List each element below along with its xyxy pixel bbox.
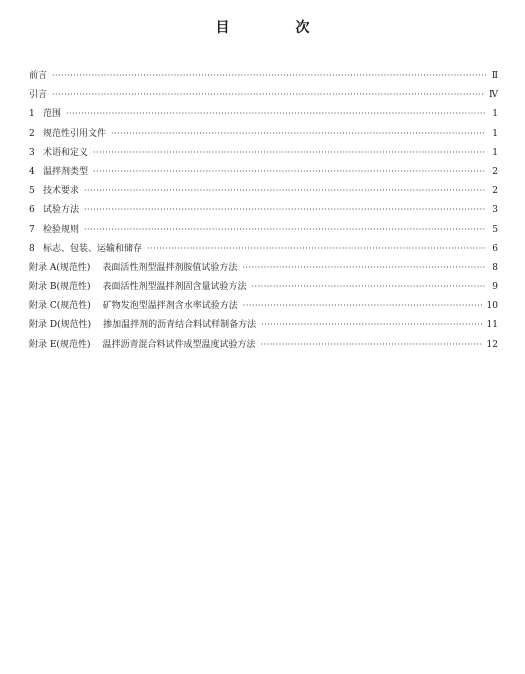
toc-entry-introduction[interactable] — [29, 85, 498, 104]
annex-label: 附录 B(规范性) — [29, 282, 91, 293]
dot-leader — [260, 335, 482, 354]
toc-entry-foreword[interactable] — [29, 66, 498, 85]
page-number: 11 — [486, 320, 498, 331]
page-number: 2 — [492, 186, 498, 197]
entry-label — [29, 316, 256, 335]
annex-label: 附录 D(规范性) — [29, 320, 92, 331]
toc-entry-section-4[interactable] — [29, 162, 498, 181]
dot-leader — [261, 315, 482, 334]
dot-leader — [147, 239, 486, 258]
toc-entry-annex-d[interactable] — [29, 315, 498, 334]
dot-leader — [111, 124, 486, 143]
dot-leader — [93, 143, 486, 162]
toc-entry-section-7[interactable] — [29, 220, 498, 239]
dot-leader — [242, 258, 486, 277]
page-number: 1 — [492, 109, 498, 120]
annex-label: 附录 C(规范性) — [29, 301, 91, 312]
entry-label — [29, 201, 79, 220]
entry-title: 标志、包装、运输和储存 — [43, 243, 143, 254]
page-number: 12 — [486, 339, 498, 350]
section-number: 8 — [29, 243, 35, 254]
entry-label — [29, 67, 47, 86]
annex-label: 附录 A(规范性) — [29, 262, 91, 273]
toc-entry-section-8[interactable] — [29, 239, 498, 258]
entry-title: 掺加温拌剂的沥青结合料试样制备方法 — [103, 320, 257, 331]
toc-entry-annex-e[interactable] — [29, 335, 498, 354]
dot-leader — [52, 66, 486, 85]
page-number: 1 — [492, 128, 498, 139]
entry-title: 术语和定义 — [43, 147, 89, 158]
section-number: 7 — [29, 224, 35, 235]
table-of-contents — [29, 66, 498, 354]
entry-label — [29, 105, 61, 124]
entry-title: 温拌沥青混合料试件成型温度试验方法 — [102, 339, 256, 350]
entry-title: 温拌剂类型 — [43, 166, 89, 177]
page-number: 3 — [492, 205, 498, 216]
section-number: 3 — [29, 147, 35, 158]
entry-title: 范围 — [43, 109, 62, 120]
entry-label — [29, 259, 237, 278]
page-number: 10 — [486, 301, 498, 312]
toc-entry-annex-a[interactable] — [29, 258, 498, 277]
entry-title: 前言 — [29, 71, 48, 81]
toc-entry-section-5[interactable] — [29, 181, 498, 200]
toc-entry-section-6[interactable] — [29, 200, 498, 219]
section-number: 1 — [29, 109, 35, 120]
section-number: 6 — [29, 205, 35, 216]
section-number: 2 — [29, 128, 35, 139]
page-number: 5 — [492, 224, 498, 235]
entry-label — [29, 336, 255, 355]
dot-leader — [66, 104, 486, 123]
toc-entry-section-1[interactable] — [29, 104, 498, 123]
entry-title: 试验方法 — [43, 205, 80, 216]
toc-entry-section-3[interactable] — [29, 143, 498, 162]
page-number: 9 — [492, 282, 498, 293]
toc-entry-annex-b[interactable] — [29, 277, 498, 296]
entry-title: 矿物发泡型温拌剂含水率试验方法 — [102, 301, 238, 312]
page-number: 2 — [492, 166, 498, 177]
dot-leader — [93, 162, 486, 181]
page-number: 1 — [492, 147, 498, 158]
dot-leader — [84, 181, 486, 200]
entry-title: 表面活性剂型温拌剂固含量试验方法 — [102, 282, 247, 293]
entry-title: 引言 — [29, 90, 48, 101]
page-number: Ⅳ — [489, 90, 498, 101]
entry-label — [29, 278, 247, 297]
section-number: 5 — [29, 186, 35, 197]
dot-leader — [243, 296, 483, 315]
entry-label — [29, 240, 142, 259]
toc-entry-annex-c[interactable] — [29, 296, 498, 315]
entry-label — [29, 297, 238, 316]
dot-leader — [84, 200, 486, 219]
page-number: Ⅱ — [491, 71, 498, 81]
dot-leader — [84, 220, 486, 239]
page-title: 目 次 — [215, 20, 336, 36]
dot-leader — [52, 85, 485, 104]
annex-label: 附录 E(规范性) — [29, 339, 91, 350]
entry-label — [29, 144, 88, 163]
entry-title: 检验规则 — [43, 224, 80, 235]
section-number: 4 — [29, 166, 35, 177]
entry-label — [29, 163, 88, 182]
entry-title: 规范性引用文件 — [43, 128, 107, 139]
entry-label — [29, 86, 47, 105]
dot-leader — [252, 277, 486, 296]
toc-entry-section-2[interactable] — [29, 124, 498, 143]
page-number: 6 — [492, 243, 498, 254]
entry-label — [29, 221, 79, 240]
entry-title: 表面活性剂型温拌剂胺值试验方法 — [102, 262, 238, 273]
entry-label — [29, 182, 79, 201]
entry-title: 技术要求 — [43, 186, 80, 197]
entry-label — [29, 125, 106, 144]
page-number: 8 — [492, 262, 498, 273]
